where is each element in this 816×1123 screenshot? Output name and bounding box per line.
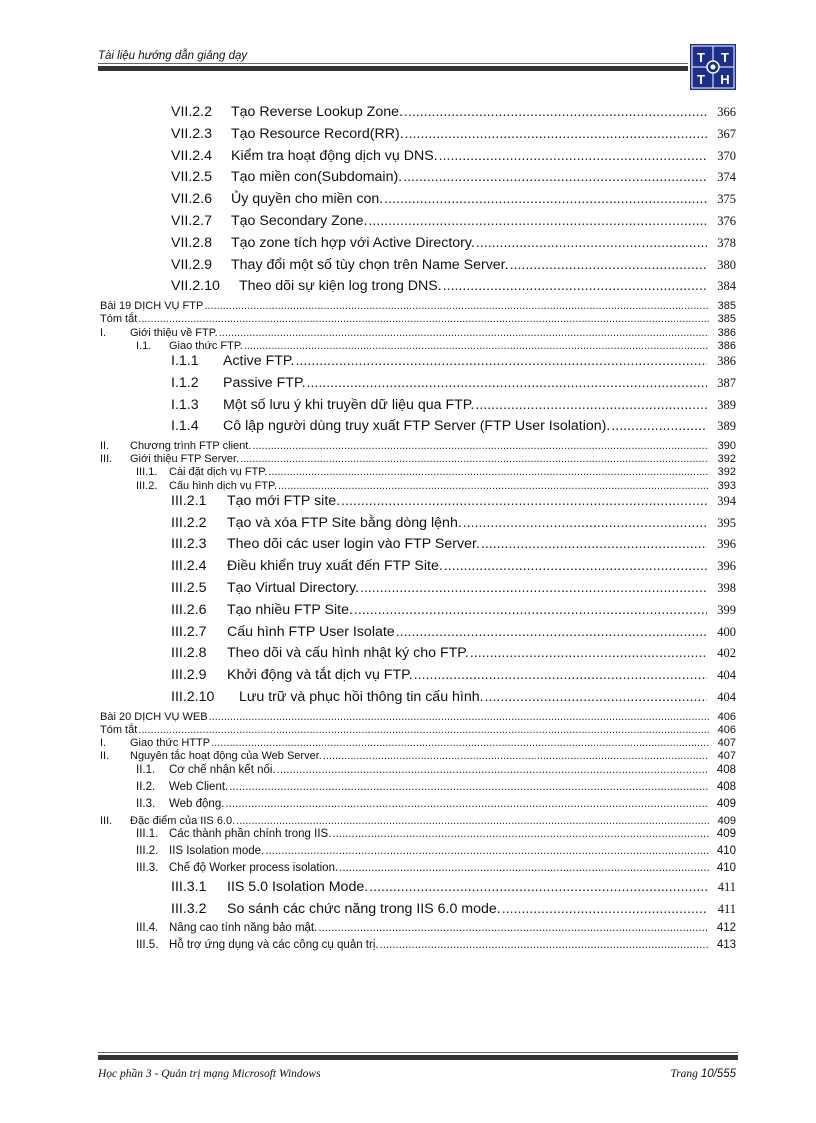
toc-entry-number: III.1.: [136, 827, 159, 840]
toc-entry-page: 410: [716, 861, 736, 874]
toc-entry-number: II.: [100, 440, 110, 453]
header-rule: [98, 66, 688, 71]
svg-text:T: T: [721, 50, 729, 65]
toc-dot-leader: [209, 711, 709, 723]
footer-page-label: Trang: [670, 1068, 698, 1080]
toc-entry-page: 413: [716, 939, 736, 952]
toc-dot-leader: [138, 313, 709, 325]
toc-dot-leader: [219, 327, 709, 339]
toc-entry-title: Tóm tắt: [100, 313, 138, 326]
footer-rule-thin: [98, 1052, 738, 1053]
toc-dot-leader: [414, 667, 707, 683]
toc-dot-leader: [244, 340, 709, 352]
toc-entry[interactable]: [100, 375, 736, 397]
toc-entry[interactable]: [100, 493, 736, 515]
toc-entry[interactable]: [100, 558, 736, 580]
toc-entry-title: So sánh các chức năng trong IIS 6.0 mode.: [227, 900, 501, 917]
toc-entry-title: Nguyên tắc hoạt động của Web Server.: [130, 750, 322, 763]
toc-entry-page: 387: [717, 375, 736, 390]
toc-entry-page: 411: [717, 879, 736, 894]
toc-entry[interactable]: [100, 169, 736, 191]
toc-entry-number: I.: [100, 737, 107, 750]
toc-entry-page: 386: [717, 326, 736, 339]
toc-entry[interactable]: [100, 440, 736, 453]
toc-dot-leader: [265, 845, 709, 857]
toc-entry-title: Lưu trữ và phục hồi thông tin cấu hình.: [239, 689, 484, 706]
toc-dot-leader: [323, 750, 709, 762]
toc-entry-number: III.1.: [136, 466, 158, 479]
toc-entry-page: 404: [717, 668, 736, 683]
toc-dot-leader: [341, 493, 707, 509]
svg-text:T: T: [697, 72, 705, 87]
toc-entry-number: III.5.: [136, 939, 159, 952]
toc-entry[interactable]: [100, 815, 736, 828]
toc-entry-page: 410: [716, 844, 736, 857]
toc-entry-page: 385: [717, 313, 736, 326]
toc-dot-leader: [475, 397, 707, 413]
toc-entry-title: Tạo Secondary Zone.: [231, 212, 368, 229]
toc-dot-leader: [368, 213, 707, 229]
toc-entry-page: 396: [717, 537, 736, 552]
toc-entry[interactable]: [100, 645, 736, 667]
toc-entry-number: III.2.8: [171, 645, 207, 662]
toc-entry[interactable]: [100, 191, 736, 213]
toc-entry-number: III.: [100, 453, 113, 466]
toc-dot-leader: [444, 558, 707, 574]
toc-entry-number: III.2.4: [171, 558, 207, 575]
toc-entry-number: I.1.2: [171, 374, 199, 391]
toc-entry-title: Tạo Resource Record(RR).: [231, 125, 404, 142]
toc-entry-number: III.4.: [136, 922, 159, 935]
toc-entry[interactable]: [100, 213, 736, 235]
toc-entry-number: III.2.: [136, 844, 159, 857]
footer-course-title: Học phần 3 - Quản trị mạng Microsoft Windows: [98, 1068, 321, 1080]
toc-dot-leader: [332, 828, 709, 840]
toc-entry-page: 408: [716, 780, 736, 793]
toc-entry-page: 367: [717, 126, 736, 141]
toc-entry[interactable]: [100, 257, 736, 279]
toc-entry[interactable]: [100, 922, 736, 939]
toc-entry[interactable]: [100, 624, 736, 646]
toc-entry-number: III.2.2: [171, 514, 207, 531]
toc-entry-title: Theo dõi và cấu hình nhật ký cho FTP.: [227, 645, 469, 662]
toc-dot-leader: [138, 724, 709, 736]
toc-entry[interactable]: [100, 781, 736, 798]
toc-entry-title: Giới thiệu về FTP.: [130, 326, 218, 339]
toc-dot-leader: [405, 126, 707, 142]
toc-entry-page: 394: [717, 493, 736, 508]
toc-entry-title: Tóm tắt: [100, 724, 138, 737]
toc-dot-leader: [369, 879, 707, 895]
toc-entry-page: 408: [716, 763, 736, 776]
toc-entry[interactable]: [100, 300, 736, 313]
publisher-logo: [690, 44, 736, 90]
toc-entry-title: Nâng cao tính năng bảo mật.: [169, 922, 318, 935]
header-title: Tài liệu hướng dẫn giảng dạy: [98, 50, 248, 62]
toc-entry-page: 384: [717, 279, 736, 294]
toc-dot-leader: [481, 536, 707, 552]
toc-entry[interactable]: [100, 148, 736, 170]
toc-entry-title: Hỗ trợ ứng dụng và các công cụ quản trị.: [169, 939, 379, 952]
toc-dot-leader: [318, 922, 709, 934]
toc-entry-page: 378: [717, 235, 736, 250]
toc-entry[interactable]: [100, 845, 736, 862]
toc-entry[interactable]: [100, 453, 736, 466]
toc-entry-page: 404: [717, 690, 736, 705]
toc-entry[interactable]: [100, 104, 736, 126]
toc-entry-number: VII.2.7: [171, 212, 213, 229]
toc-entry-page: 370: [717, 148, 736, 163]
toc-entry-number: VII.2.6: [171, 191, 213, 208]
table-of-contents: [100, 104, 736, 956]
toc-entry[interactable]: [100, 340, 736, 353]
toc-entry-title: Web Client.: [169, 780, 229, 793]
toc-entry-title: Chương trình FTP client.: [130, 440, 252, 453]
toc-entry-page: 392: [717, 466, 736, 479]
toc-entry-title: Web động.: [169, 797, 225, 810]
toc-entry-page: 409: [716, 797, 736, 810]
toc-entry[interactable]: [100, 724, 736, 737]
toc-entry[interactable]: [100, 466, 736, 479]
toc-entry-number: VII.2.4: [171, 147, 213, 164]
toc-entry-page: 406: [717, 710, 736, 723]
toc-entry-title: Đặc điểm của IIS 6.0.: [130, 814, 236, 827]
toc-entry[interactable]: [100, 750, 736, 763]
toc-entry-page: 407: [717, 737, 736, 750]
toc-dot-leader: [463, 515, 707, 531]
toc-dot-leader: [396, 624, 707, 640]
toc-entry-page: 393: [717, 479, 736, 492]
footer-page-value: 10/555: [700, 1068, 736, 1080]
toc-entry-number: II.2.: [136, 780, 156, 793]
toc-dot-leader: [278, 480, 709, 492]
svg-text:H: H: [720, 72, 730, 87]
toc-entry-title: Tạo miền con(Subdomain).: [231, 169, 403, 186]
footer-page-number: [670, 1068, 736, 1080]
toc-entry-title: Tạo Virtual Directory.: [227, 580, 359, 597]
toc-entry[interactable]: [100, 536, 736, 558]
toc-entry-title: Một số lưu ý khi truyền dữ liệu qua FTP.: [223, 396, 475, 413]
toc-entry-page: 376: [717, 213, 736, 228]
toc-entry-title: Khởi động và tắt dịch vụ FTP.: [227, 667, 413, 684]
toc-entry-title: Giới thiệu FTP Server.: [130, 453, 240, 466]
toc-entry-title: Chế độ Worker process isolation.: [169, 861, 339, 874]
toc-entry[interactable]: [100, 862, 736, 879]
toc-entry-page: 380: [717, 257, 736, 272]
toc-dot-leader: [611, 418, 707, 434]
toc-entry-number: III.2.6: [171, 601, 207, 618]
toc-entry-title: Ủy quyền cho miền con.: [231, 191, 384, 208]
toc-dot-leader: [225, 798, 709, 810]
toc-entry-page: 399: [717, 602, 736, 617]
toc-entry-number: III.3.: [136, 861, 159, 874]
toc-entry[interactable]: [100, 353, 736, 375]
toc-dot-leader: [307, 375, 707, 391]
footer-rule: [98, 1055, 738, 1060]
toc-dot-leader: [403, 169, 707, 185]
toc-entry[interactable]: [100, 235, 736, 257]
toc-entry-title: Tạo nhiều FTP Site.: [227, 601, 353, 618]
toc-entry-title: Bài 20 DỊCH VỤ WEB: [100, 710, 208, 723]
toc-entry-number: III.2.10: [171, 689, 215, 706]
toc-entry-number: III.3.2: [171, 900, 207, 917]
toc-entry[interactable]: [100, 580, 736, 602]
toc-entry-number: III.3.1: [171, 878, 207, 895]
toc-dot-leader: [443, 278, 707, 294]
toc-entry-page: 411: [717, 901, 736, 916]
toc-entry-number: VII.2.9: [171, 256, 213, 273]
toc-dot-leader: [211, 737, 709, 749]
toc-entry-title: Thay đổi một số tùy chọn trên Name Server.: [231, 256, 509, 273]
toc-entry-page: 366: [717, 105, 736, 119]
toc-dot-leader: [360, 580, 707, 596]
svg-text:T: T: [697, 50, 705, 65]
toc-entry-page: 392: [717, 453, 736, 466]
toc-dot-leader: [354, 602, 707, 618]
toc-entry[interactable]: [100, 515, 736, 537]
toc-entry-page: 390: [717, 440, 736, 453]
toc-entry[interactable]: [100, 480, 736, 493]
toc-entry-page: 398: [717, 581, 736, 596]
toc-entry-title: IIS 5.0 Isolation Mode.: [227, 878, 369, 895]
toc-entry-number: III.2.7: [171, 623, 207, 640]
toc-entry-page: 400: [717, 624, 736, 639]
toc-entry-number: II.1.: [136, 763, 156, 776]
toc-dot-leader: [236, 815, 709, 827]
toc-dot-leader: [470, 645, 707, 661]
toc-entry-number: VII.2.8: [171, 234, 213, 251]
toc-entry-title: Tạo zone tích hợp với Active Directory.: [231, 234, 475, 251]
toc-entry[interactable]: [100, 764, 736, 781]
toc-entry-page: 407: [717, 750, 736, 763]
toc-entry-title: Tạo Reverse Lookup Zone.: [231, 104, 403, 120]
toc-entry-title: IIS Isolation mode.: [169, 844, 265, 857]
toc-entry-page: 389: [717, 419, 736, 434]
toc-entry-page: 389: [717, 397, 736, 412]
toc-entry-page: 375: [717, 192, 736, 207]
toc-entry-title: Cài đặt dịch vụ FTP.: [169, 466, 268, 479]
toc-entry-number: VII.2.2: [171, 104, 213, 120]
toc-dot-leader: [439, 148, 707, 164]
toc-entry-title: Theo dõi các user login vào FTP Server.: [227, 536, 480, 553]
toc-entry[interactable]: [100, 126, 736, 148]
toc-entry[interactable]: [100, 711, 736, 724]
toc-dot-leader: [380, 939, 709, 951]
toc-entry[interactable]: [100, 602, 736, 624]
toc-entry-title: Giao thức FTP.: [169, 339, 243, 352]
toc-entry-page: 374: [717, 170, 736, 185]
toc-dot-leader: [384, 191, 707, 207]
toc-entry-title: Cấu hình FTP User Isolate: [227, 623, 395, 640]
toc-dot-leader: [510, 257, 707, 273]
toc-dot-leader: [339, 862, 709, 874]
toc-entry-page: 412: [716, 922, 736, 935]
toc-entry-page: 386: [717, 353, 736, 368]
toc-entry[interactable]: [100, 939, 736, 956]
toc-entry[interactable]: [100, 418, 736, 440]
toc-entry-page: 385: [717, 300, 736, 313]
toc-entry-number: II.: [100, 750, 110, 763]
toc-entry[interactable]: [100, 828, 736, 845]
toc-entry-number: II.3.: [136, 797, 156, 810]
header-rule-thin: [98, 63, 688, 64]
toc-entry-title: Tạo mới FTP site.: [227, 492, 341, 509]
toc-entry-number: VII.2.5: [171, 169, 213, 186]
toc-entry-number: I.: [100, 326, 107, 339]
toc-entry[interactable]: [100, 313, 736, 326]
toc-entry[interactable]: [100, 737, 736, 750]
toc-entry-title: Cô lập người dùng truy xuất FTP Server (FTP User Isolation).: [223, 418, 611, 435]
toc-entry[interactable]: [100, 798, 736, 815]
toc-entry-number: III.: [100, 814, 113, 827]
toc-dot-leader: [252, 440, 709, 452]
toc-entry-number: III.2.5: [171, 580, 207, 597]
toc-entry-number: III.2.1: [171, 492, 207, 509]
toc-entry-title: Theo dõi sự kiện log trong DNS.: [239, 278, 442, 295]
toc-entry-title: Bài 19 DỊCH VỤ FTP: [100, 300, 204, 313]
toc-entry-page: 396: [717, 559, 736, 574]
toc-entry-number: I.1.3: [171, 396, 199, 413]
toc-entry[interactable]: [100, 689, 736, 711]
toc-dot-leader: [277, 764, 709, 776]
toc-entry-page: 409: [717, 814, 736, 827]
toc-entry-title: Điều khiển truy xuất đến FTP Site.: [227, 558, 443, 575]
toc-entry-page: 395: [717, 515, 736, 530]
toc-entry[interactable]: [100, 667, 736, 689]
toc-entry-number: VII.2.3: [171, 125, 213, 142]
toc-entry[interactable]: [100, 879, 736, 901]
toc-entry-number: I.1.1: [171, 352, 199, 369]
toc-entry-number: III.2.3: [171, 536, 207, 553]
toc-dot-leader: [240, 453, 709, 465]
toc-dot-leader: [485, 689, 707, 705]
toc-entry-title: Các thành phần chính trong IIS.: [169, 827, 332, 840]
toc-entry-title: Tạo và xóa FTP Site bằng dòng lệnh.: [227, 514, 462, 531]
toc-entry-number: III.2.9: [171, 667, 207, 684]
toc-dot-leader: [268, 466, 709, 478]
toc-entry-page: 409: [716, 827, 736, 840]
toc-entry-title: Giao thức HTTP: [130, 737, 211, 750]
toc-entry[interactable]: [100, 278, 736, 300]
toc-dot-leader: [295, 353, 707, 369]
toc-entry-title: Cơ chế nhận kết nối.: [169, 763, 276, 776]
toc-entry-number: I.1.4: [171, 418, 199, 435]
toc-entry-title: Active FTP.: [223, 352, 295, 369]
toc-dot-leader: [204, 300, 709, 312]
toc-entry-number: III.2.: [136, 479, 158, 492]
toc-entry-title: Cấu hình dịch vụ FTP.: [169, 479, 278, 492]
toc-entry[interactable]: [100, 397, 736, 419]
toc-entry-page: 402: [717, 646, 736, 661]
toc-dot-leader: [476, 235, 707, 251]
toc-entry-title: Passive FTP.: [223, 374, 306, 391]
toc-entry[interactable]: [100, 901, 736, 923]
toc-dot-leader: [229, 781, 709, 793]
toc-dot-leader: [502, 901, 707, 917]
toc-entry-number: I.1.: [136, 339, 152, 352]
toc-entry[interactable]: [100, 327, 736, 340]
toc-entry-page: 406: [717, 724, 736, 737]
toc-entry-title: Kiểm tra hoạt động dịch vụ DNS.: [231, 147, 438, 164]
toc-dot-leader: [404, 104, 707, 120]
toc-entry-page: 386: [717, 339, 736, 352]
toc-entry-number: VII.2.10: [171, 278, 220, 295]
